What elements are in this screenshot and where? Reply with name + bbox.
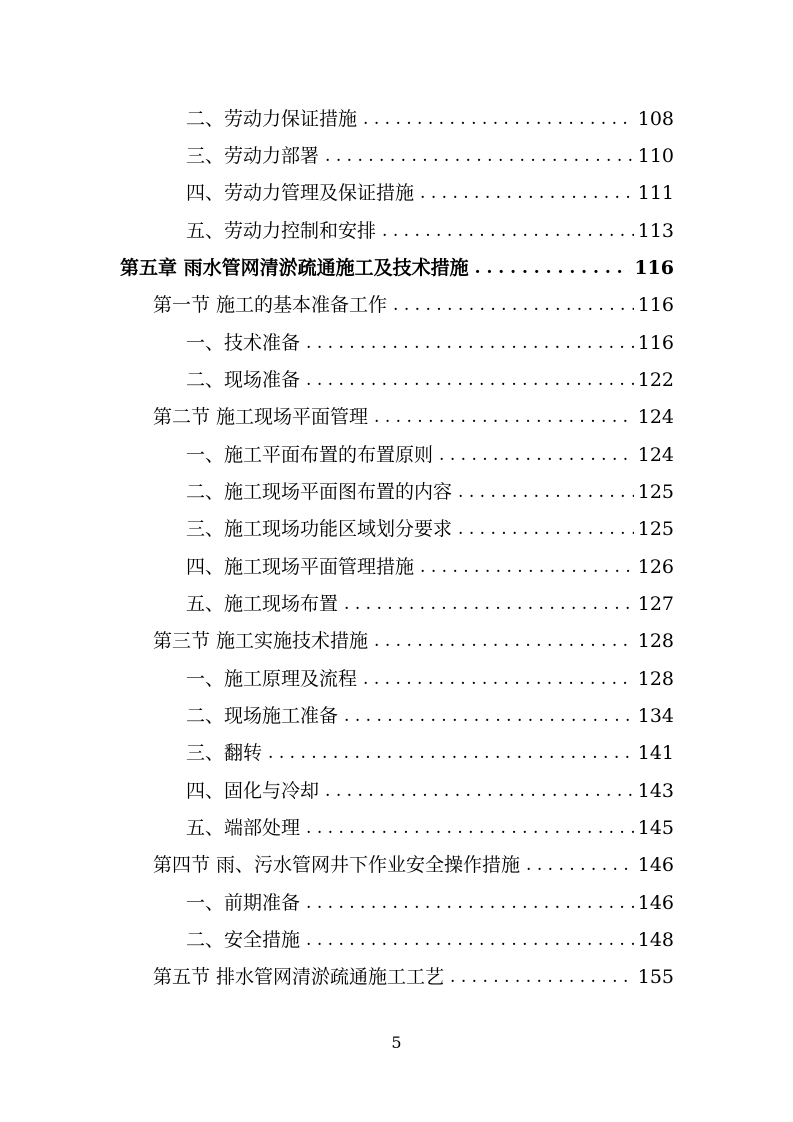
toc-entry-title: 四、劳动力管理及保证措施: [186, 182, 415, 204]
toc-entry-title: 四、施工现场平面管理措施: [186, 556, 415, 578]
toc-entry-page: 122: [637, 369, 674, 391]
toc-entry-title: 一、施工平面布置的布置原则: [186, 444, 434, 466]
toc-entry[interactable]: [186, 216, 674, 246]
dot-leader: [306, 925, 634, 955]
dot-leader: [393, 290, 634, 320]
dot-leader: [475, 253, 631, 283]
dot-leader: [363, 664, 634, 694]
dot-leader: [374, 626, 634, 656]
toc-entry-page: 127: [637, 593, 674, 615]
toc-entry[interactable]: [186, 701, 674, 731]
dot-leader: [439, 440, 634, 470]
dot-leader: [450, 962, 634, 992]
toc-entry-page: 155: [637, 966, 674, 988]
dot-leader: [382, 216, 634, 246]
toc-section-entry[interactable]: [153, 962, 674, 992]
toc-entry-title: 第三节 施工实施技术措施: [153, 630, 369, 652]
toc-entry-title: 三、施工现场功能区域划分要求: [186, 518, 453, 540]
toc-entry[interactable]: [186, 104, 674, 134]
toc-entry[interactable]: [186, 738, 674, 768]
toc-entry-title: 二、现场施工准备: [186, 705, 339, 727]
toc-entry-title: 第二节 施工现场平面管理: [153, 406, 369, 428]
dot-leader: [363, 104, 634, 134]
toc-entry[interactable]: [186, 664, 674, 694]
page-number: 5: [391, 1033, 402, 1052]
toc-entry-title: 二、施工现场平面图布置的内容: [186, 481, 453, 503]
toc-entry-page: 111: [637, 182, 674, 204]
dot-leader: [306, 888, 634, 918]
toc-entry[interactable]: [186, 888, 674, 918]
toc-entry[interactable]: [186, 141, 674, 171]
toc-entry[interactable]: [186, 589, 674, 619]
toc-entry-page: 126: [637, 556, 674, 578]
dot-leader: [344, 589, 634, 619]
toc-entry[interactable]: [186, 477, 674, 507]
toc-entry-page: 124: [637, 444, 674, 466]
dot-leader: [268, 738, 634, 768]
toc-entry-page: 125: [637, 481, 674, 503]
toc-section-entry[interactable]: [153, 402, 674, 432]
dot-leader: [344, 701, 634, 731]
toc-entry-page: 108: [637, 108, 674, 130]
toc-entry-page: 116: [634, 257, 674, 279]
toc-entry-page: 148: [637, 929, 674, 951]
toc-entry-page: 134: [637, 705, 674, 727]
toc-entry-page: 145: [637, 817, 674, 839]
toc-entry-title: 二、安全措施: [186, 929, 301, 951]
dot-leader: [458, 514, 634, 544]
toc-entry-title: 一、技术准备: [186, 332, 301, 354]
toc-entry-title: 三、翻转: [186, 742, 263, 764]
toc-entry-page: 116: [637, 332, 674, 354]
toc-entry-title: 第五章 雨水管网清淤疏通施工及技术措施: [120, 257, 469, 279]
dot-leader: [306, 813, 634, 843]
toc-entry-title: 一、施工原理及流程: [186, 668, 358, 690]
toc-entry-title: 五、施工现场布置: [186, 593, 339, 615]
toc-entry[interactable]: [186, 776, 674, 806]
toc-entry-title: 第四节 雨、污水管网井下作业安全操作措施: [153, 854, 521, 876]
dot-leader: [526, 850, 634, 880]
toc-entry-page: 113: [637, 220, 674, 242]
toc-entry[interactable]: [186, 925, 674, 955]
toc-entry-page: 141: [637, 742, 674, 764]
toc-section-entry[interactable]: [153, 850, 674, 880]
toc-entry[interactable]: [186, 813, 674, 843]
toc-entry[interactable]: [186, 328, 674, 358]
toc-entry[interactable]: [186, 552, 674, 582]
toc-entry-title: 第五节 排水管网清淤疏通施工工艺: [153, 966, 445, 988]
toc-entry-page: 128: [637, 668, 674, 690]
toc-entry-page: 116: [637, 294, 674, 316]
dot-leader: [306, 365, 634, 395]
toc-entry-page: 110: [637, 145, 674, 167]
toc-entry-title: 二、劳动力保证措施: [186, 108, 358, 130]
toc-entry-title: 五、端部处理: [186, 817, 301, 839]
toc-entry-title: 一、前期准备: [186, 892, 301, 914]
toc-entry-page: 146: [637, 854, 674, 876]
dot-leader: [325, 141, 634, 171]
dot-leader: [420, 178, 634, 208]
toc-entry[interactable]: [186, 514, 674, 544]
dot-leader: [420, 552, 634, 582]
toc-entry-title: 五、劳动力控制和安排: [186, 220, 377, 242]
toc-section-entry[interactable]: [153, 626, 674, 656]
toc-chapter-entry[interactable]: [120, 253, 674, 283]
dot-leader: [306, 328, 634, 358]
dot-leader: [458, 477, 634, 507]
toc-entry-title: 二、现场准备: [186, 369, 301, 391]
toc-entry[interactable]: [186, 440, 674, 470]
toc-entry-page: 124: [637, 406, 674, 428]
toc-entry-title: 三、劳动力部署: [186, 145, 320, 167]
toc-entry[interactable]: [186, 365, 674, 395]
toc-entry-page: 125: [637, 518, 674, 540]
toc-section-entry[interactable]: [153, 290, 674, 320]
toc-entry-page: 146: [637, 892, 674, 914]
toc-entry-title: 四、固化与冷却: [186, 780, 320, 802]
dot-leader: [325, 776, 634, 806]
toc-entry-page: 128: [637, 630, 674, 652]
toc-entry-page: 143: [637, 780, 674, 802]
dot-leader: [374, 402, 634, 432]
toc-entry[interactable]: [186, 178, 674, 208]
toc-entry-title: 第一节 施工的基本准备工作: [153, 294, 388, 316]
